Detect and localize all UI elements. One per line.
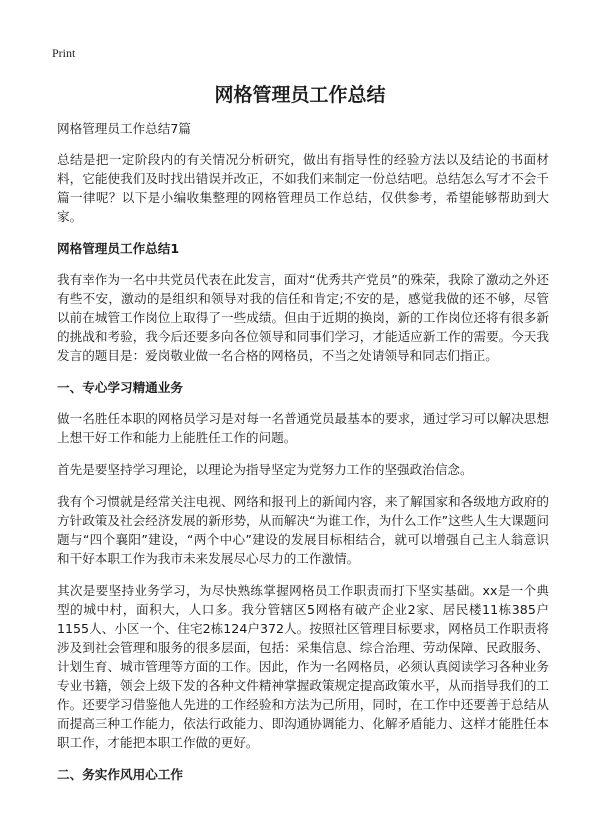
page-title: 网格管理员工作总结: [214, 84, 386, 106]
print-link[interactable]: Print: [52, 46, 76, 60]
section-heading-one: 一、专心学习精通业务: [57, 380, 183, 395]
body-paragraph: 我有幸作为一名中共党员代表在此发言，面对“优秀共产党员”的殊荣，我除了激动之外还有些不安，激动的是组织和领导对我的信任和肯定;不安的是，感觉我做的还不够，尽管以前在城管工作岗位上取得了一些成绩。但由于近期的换岗，新的工作岗位还将有很多新的挑战和考验，我今后还要多向各位领导和同事们学习，才能适应新工作的需要。今天我发言的题目是：爱岗敬业做一名合格的网格员，不当之处请领导和同志们指正。: [57, 272, 549, 363]
body-paragraph: 首先是要坚持学习理论，以理论为指导坚定为党努力工作的坚强政治信念。: [57, 462, 473, 477]
document-subtitle: 网格管理员工作总结7篇: [57, 121, 191, 136]
body-paragraph: 做一名胜任本职的网格员学习是对每一名普通党员最基本的要求，通过学习可以解决思想上想干好工作和能力上能胜任工作的问题。: [57, 411, 549, 445]
body-paragraph: 其次是要坚持业务学习，为尽快熟练掌握网格员工作职责而打下坚实基础。xx是一个典型的城中村，面积大，人口多。我分管辖区5网格有破产企业2家、居民楼11栋385户1155人、小区一个、住宅2栋124户372人。按照社区管理目标要求，网格员工作职责将涉及到社会管理和服务的很多层面，包括：采集信息、综合治理、劳动保障、民政服务、计划生育、城市管理等方面的工作。因此，作为一名网格员，必须认真阅读学习各种业务专业书籍，领会上级下发的各种文件精神掌握政策规定提高政策水平，从而指导我们的工作。还要学习借鉴他人先进的工作经验和方法为己所用，同时，在工作中还要善于总结从而提高三种工作能力，依法行政能力、即沟通协调能力、化解矛盾能力、这样才能胜任本职工作，才能把本职工作做的更好。: [57, 583, 549, 750]
section-heading: 网格管理员工作总结1: [57, 241, 180, 256]
intro-paragraph: 总结是把一定阶段内的有关情况分析研究，做出有指导性的经验方法以及结论的书面材料，它能使我们及时找出错误并改正，不如我们来制定一份总结吧。总结怎么写才不会千篇一律呢？以下是小编收集整理的网格管理员工作总结，仅供参考，希望能够帮助到大家。: [57, 152, 549, 224]
section-heading-two: 二、务实作风用心工作: [57, 767, 183, 782]
document-body: [57, 119, 549, 796]
body-paragraph: 我有个习惯就是经常关注电视、网络和报刊上的新闻内容，来了解国家和各级地方政府的方针政策及社会经济发展的新形势，从而解决“为谁工作，为什么工作”这些人生大课题问题与“四个襄阳”建设，“两个中心”建设的发展目标相结合，就可以增强自己主人翁意识和干好本职工作为我市未来发展尽心尽力的工作激情。: [57, 494, 549, 566]
